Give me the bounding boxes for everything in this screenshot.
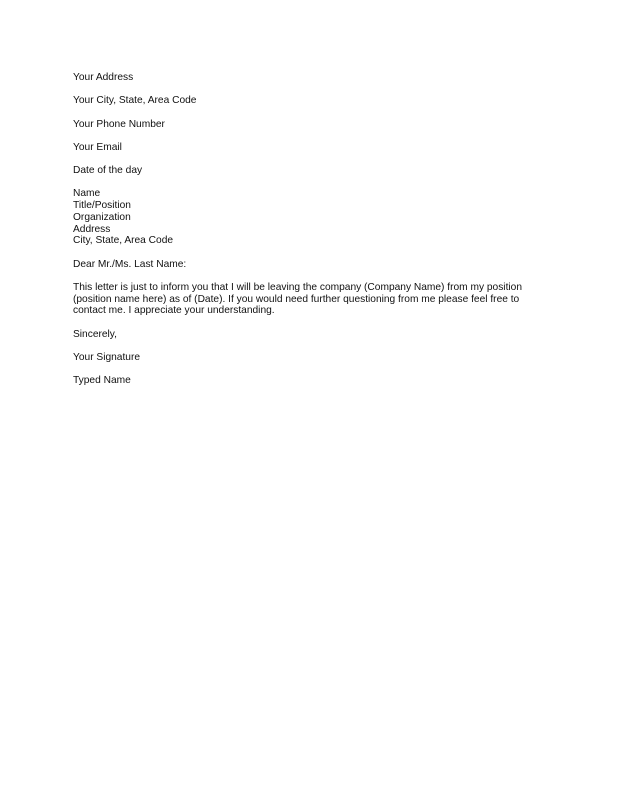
recipient-title: Title/Position bbox=[73, 200, 131, 212]
salutation: Dear Mr./Ms. Last Name: bbox=[73, 258, 187, 270]
body-line-3: contact me. I appreciate your understanding. bbox=[73, 305, 275, 317]
sender-city-state: Your City, State, Area Code bbox=[73, 95, 197, 107]
recipient-city-state: City, State, Area Code bbox=[73, 235, 174, 247]
body-line-1: This letter is just to inform you that I will be leaving the company (Company Name) from my position bbox=[73, 281, 522, 293]
typed-name: Typed Name bbox=[73, 375, 131, 387]
recipient-block bbox=[73, 188, 543, 247]
letter-date: Date of the day bbox=[73, 165, 143, 177]
closing: Sincerely, bbox=[73, 328, 117, 340]
body-paragraph bbox=[73, 282, 543, 317]
recipient-address: Address bbox=[73, 223, 111, 235]
sender-phone: Your Phone Number bbox=[73, 118, 165, 130]
signature: Your Signature bbox=[73, 351, 141, 363]
recipient-organization: Organization bbox=[73, 211, 131, 223]
sender-email: Your Email bbox=[73, 141, 122, 153]
sender-address: Your Address bbox=[73, 72, 134, 83]
letter-content bbox=[73, 72, 543, 398]
recipient-name: Name bbox=[73, 188, 101, 200]
body-line-2: (position name here) as of (Date). If you would need further questioning from me please feel free to bbox=[73, 293, 520, 305]
